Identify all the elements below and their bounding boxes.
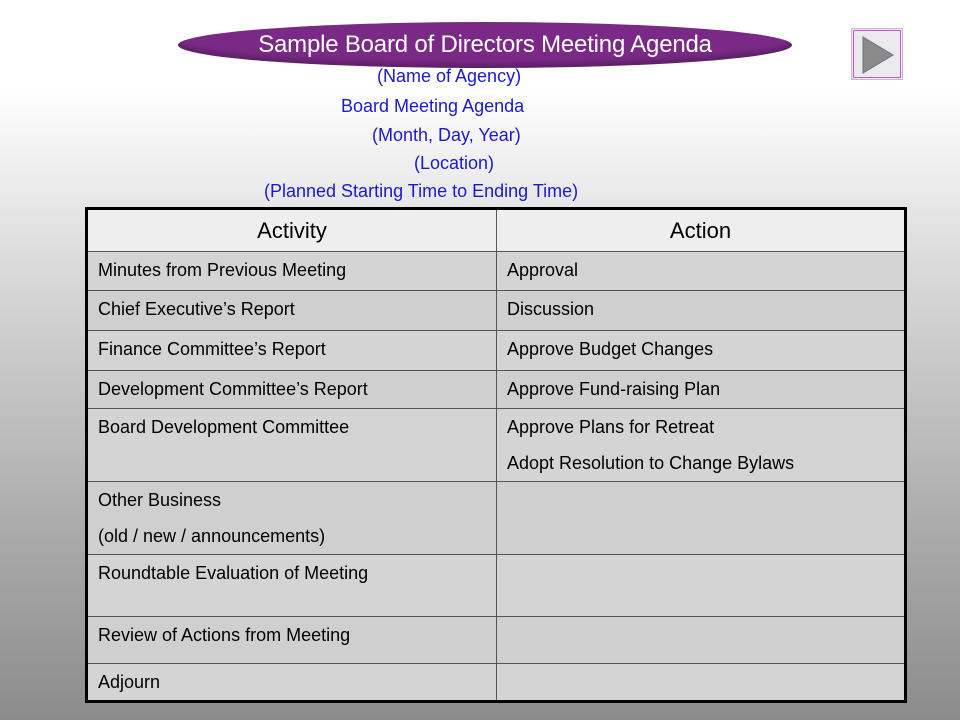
table-header-row (87, 209, 906, 252)
table-row (87, 664, 906, 702)
activity-cell (87, 482, 497, 555)
next-slide-button[interactable] (851, 28, 903, 80)
action-text: Discussion (507, 299, 595, 319)
action-cell (497, 482, 906, 555)
activity-text: Board Development Committee (98, 417, 350, 437)
play-arrow-icon (860, 35, 896, 75)
activity-text: Chief Executive’s Report (98, 299, 295, 319)
table-row (87, 409, 906, 482)
activity-text: Adjourn (98, 672, 161, 692)
activity-text: Review of Actions from Meeting (98, 625, 351, 645)
activity-cell (87, 371, 497, 409)
activity-cell (87, 291, 497, 331)
agenda-table (85, 207, 907, 703)
action-cell (497, 291, 906, 331)
table-row (87, 482, 906, 555)
activity-text: Development Committee’s Report (98, 379, 368, 399)
action-text: Approve Plans for Retreat (507, 417, 715, 437)
activity-cell (87, 331, 497, 371)
action-text: Adopt Resolution to Change Bylaws (507, 453, 795, 473)
action-cell (497, 252, 906, 291)
meeting-time: (Planned Starting Time to Ending Time) (264, 181, 579, 201)
table-row (87, 371, 906, 409)
table-row (87, 331, 906, 371)
activity-cell (87, 252, 497, 291)
action-cell (497, 371, 906, 409)
action-cell (497, 331, 906, 371)
action-cell (497, 617, 906, 664)
agenda-label: Board Meeting Agenda (341, 96, 525, 116)
activity-cell (87, 664, 497, 702)
action-cell (497, 409, 906, 482)
table-row (87, 291, 906, 331)
meeting-date: (Month, Day, Year) (372, 125, 521, 145)
action-cell (497, 555, 906, 617)
action-text: Approve Fund-raising Plan (507, 379, 721, 399)
activity-text: Roundtable Evaluation of Meeting (98, 563, 369, 583)
activity-cell (87, 617, 497, 664)
activity-cell (87, 409, 497, 482)
activity-text: Other Business (98, 490, 222, 510)
meeting-location: (Location) (414, 153, 495, 173)
table-row (87, 252, 906, 291)
activity-text: (old / new / announcements) (98, 526, 326, 546)
activity-text: Minutes from Previous Meeting (98, 260, 347, 280)
column-header-activity: Activity (87, 209, 497, 252)
action-cell (497, 664, 906, 702)
slide-title: Sample Board of Directors Meeting Agenda (258, 31, 712, 58)
table-row (87, 555, 906, 617)
agency-name: (Name of Agency) (377, 66, 522, 86)
table-row (87, 617, 906, 664)
activity-text: Finance Committee’s Report (98, 339, 326, 359)
column-header-action: Action (497, 209, 906, 252)
action-text: Approval (507, 260, 579, 280)
action-text: Approve Budget Changes (507, 339, 714, 359)
activity-cell (87, 555, 497, 617)
title-banner (178, 22, 792, 68)
